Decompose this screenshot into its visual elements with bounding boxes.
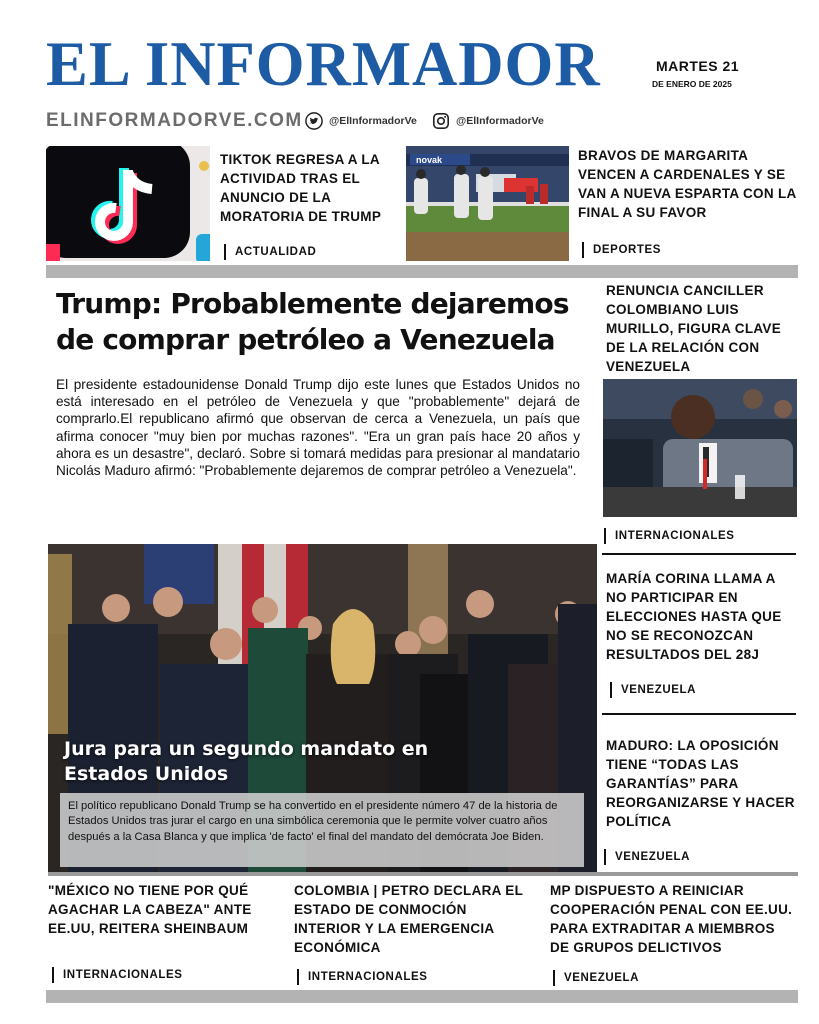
masthead-title: EL INFORMADOR (46, 28, 601, 99)
bottom-story-1-tag[interactable]: INTERNACIONALES (52, 967, 183, 983)
instagram-handle-link[interactable] (432, 112, 544, 130)
murillo-photo (603, 379, 797, 517)
bottom-story-2-tag[interactable]: INTERNACIONALES (297, 969, 428, 985)
top-story-2-tag[interactable]: DEPORTES (582, 242, 661, 258)
murillo-image[interactable] (603, 379, 797, 517)
stadium-banner-text: novak (416, 155, 443, 165)
twitter-handle-link[interactable] (305, 112, 417, 130)
bottom-story-2-headline[interactable]: COLOMBIA | PETRO DECLARA EL ESTADO DE CONMOCIÓN INTERIOR Y LA EMERGENCIA ECONÓMICA (294, 883, 523, 955)
sidebar-story-2-headline[interactable]: MARÍA CORINA LLAMA A NO PARTICIPAR EN ELECCIONES HASTA QUE NO SE RECONOZCAN RESULTADOS DEL 28J (606, 571, 782, 662)
instagram-icon (432, 112, 450, 130)
date-rest: DE ENERO DE 2025 (652, 79, 732, 89)
photo-story-title[interactable]: Jura para un segundo mandato en Estados Unidos (64, 738, 429, 785)
sidebar-story-1-tag[interactable]: INTERNACIONALES (604, 528, 735, 544)
photo-story-body: El político republicano Donald Trump se ha convertido en el presidente número 47 de la historia de Estados Unidos tras jurar el cargo en una simbólica ceremonia que le permite volver cuatro años después a la Casa Blanca y que implica 'de facto' el final del mandato del demócrata Joe Biden. (60, 793, 584, 867)
sidebar-story-3-tag[interactable]: VENEZUELA (604, 849, 690, 865)
sidebar-story-3-headline[interactable]: MADURO: LA OPOSICIÓN TIENE “TODAS LAS GARANTÍAS” PARA REORGANIZARSE Y HACER POLÍTICA (606, 738, 795, 829)
section-divider-top (46, 265, 798, 278)
twitter-handle: @ElInformadorVe (329, 115, 417, 127)
sidebar-story-2-tag[interactable]: VENEZUELA (610, 682, 696, 698)
top-story-1-tag[interactable]: ACTUALIDAD (224, 244, 316, 260)
photo-underline (48, 872, 798, 876)
top-story-2-headline[interactable]: BRAVOS DE MARGARITA VENCEN A CARDENALES Y SE VAN A NUEVA ESPARTA CON LA FINAL A SU FAVOR (578, 148, 797, 220)
bottom-story-3-headline[interactable]: MP DISPUESTO A REINICIAR COOPERACIÓN PENAL CON EE.UU. PARA EXTRADITAR A MIEMBROS DE GRUPOS DELICTIVOS (550, 883, 793, 955)
top-story-1-headline[interactable]: TIKTOK REGRESA A LA ACTIVIDAD TRAS EL ANUNCIO DE LA MORATORIA DE TRUMP (220, 152, 382, 224)
tiktok-image[interactable] (46, 146, 210, 261)
baseball-photo (406, 146, 569, 261)
sidebar-rule-2 (602, 713, 796, 715)
site-url[interactable]: ELINFORMADORVE.COM (46, 110, 303, 131)
instagram-handle: @ElInformadorVe (456, 115, 544, 127)
sidebar-rule-1 (602, 553, 796, 555)
bottom-story-3-tag[interactable]: VENEZUELA (553, 970, 639, 986)
twitter-icon (305, 112, 323, 130)
main-body: El presidente estadounidense Donald Trump dijo este lunes que Estados Unidos no está interesado en el petróleo de Venezuela y que "probablemente" dejará de comprarlo.El republicano afirmó que observan de cerca a Venezuela, un país que afirma conocer "muy bien por muchas razones". "Era un gran país hace 20 años y ahora es un desastre", declaró. Sobre si tomará medidas para presionar al mandatario Nicolás Maduro afirmó: "Probablemente dejaremos de comprar petróleo a Venezuela". (56, 377, 580, 479)
sidebar-story-1-headline[interactable]: RENUNCIA CANCILLER COLOMBIANO LUIS MURILLO, FIGURA CLAVE DE LA RELACIÓN CON VENEZUELA (606, 283, 782, 374)
baseball-image[interactable] (406, 146, 569, 261)
tiktok-logo-icon (46, 146, 210, 261)
bottom-story-1-headline[interactable]: "MÉXICO NO TIENE POR QUÉ AGACHAR LA CABEZA" ANTE EE.UU, REITERA SHEINBAUM (48, 883, 252, 936)
main-headline[interactable]: Trump: Probablemente dejaremos de comprar petróleo a Venezuela (56, 287, 569, 356)
section-divider-bottom (46, 990, 798, 1003)
date-day: MARTES 21 (656, 58, 740, 74)
